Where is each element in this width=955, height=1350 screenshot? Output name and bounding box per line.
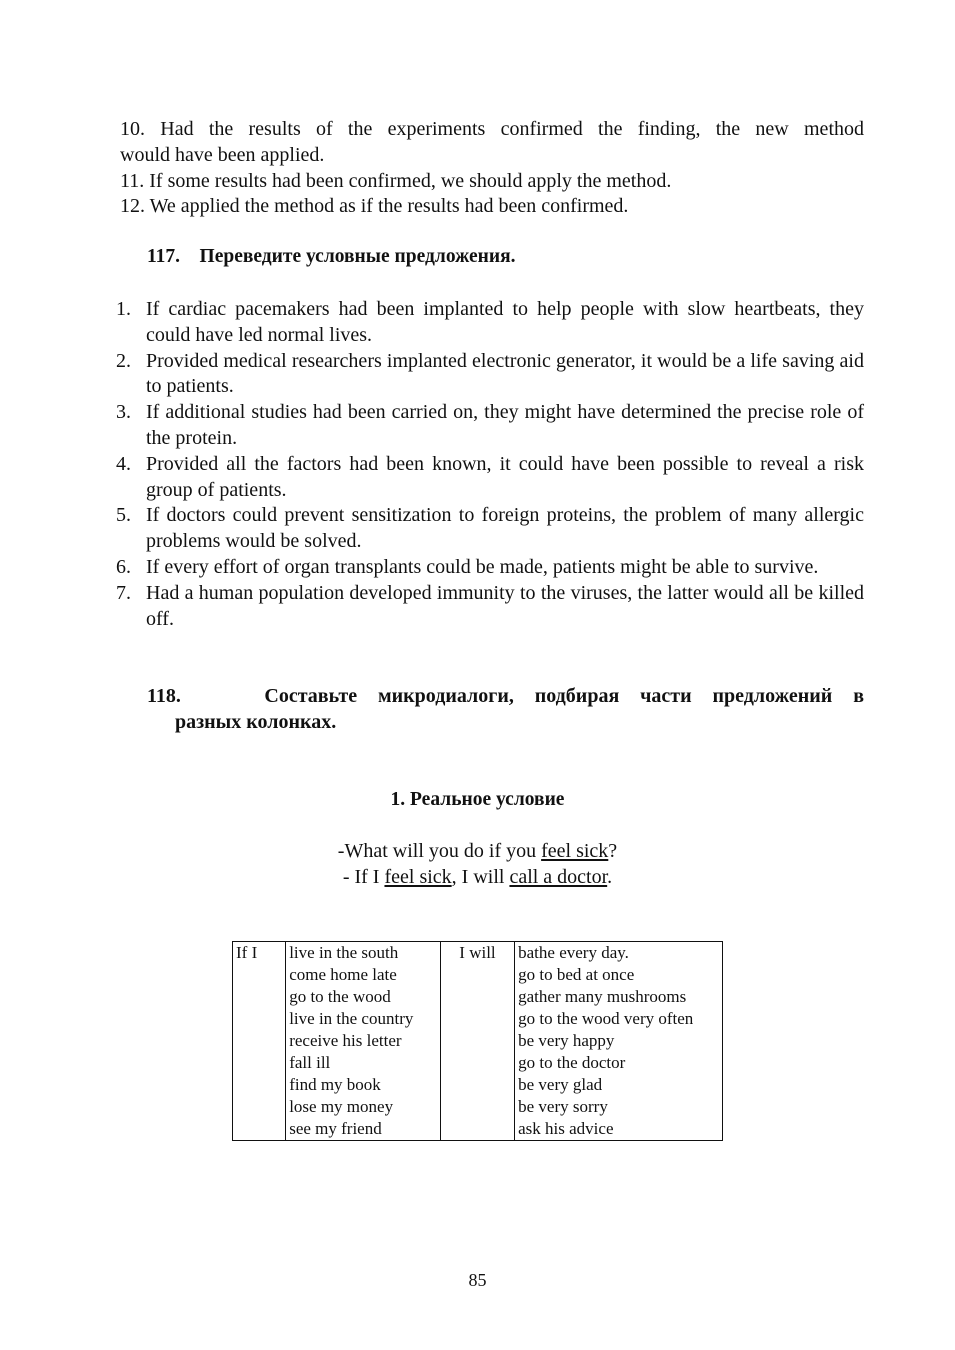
list-item: 6. If every effort of organ transplants could be made, patients might be able to survive.	[116, 555, 819, 578]
table-cell: lose my money	[289, 1097, 394, 1116]
column-if-i: If I	[233, 942, 286, 1141]
table-cell: receive his letter	[289, 1031, 402, 1050]
table-cell: go to the wood	[289, 987, 391, 1006]
subsection-title: 1. Реальное условие	[390, 789, 565, 810]
list-item: 4. Provided all the factors had been known, it could have been possible to reveal a risk group of patients.	[116, 452, 864, 501]
list-item: 1. If cardiac pacemakers had been implanted to help people with slow heartbeats, they could have led normal lives.	[116, 298, 864, 346]
column-conditions	[286, 942, 441, 1141]
table-cell: find my book	[289, 1075, 381, 1094]
list-item: 2. Provided medical researchers implanted electronic generator, it would be a life saving aid to patients.	[116, 349, 864, 398]
exercise-118-title-line1: 118. Составьте микродиалоги, подбирая части предложений в	[147, 685, 864, 707]
sentence-10-line2: would have been applied.	[120, 144, 325, 166]
dialog-question: -What will you do if you feel sick?	[337, 840, 618, 862]
phrase-table	[232, 941, 723, 1141]
table-cell: be very happy	[518, 1031, 615, 1050]
list-item: 3. If additional studies had been carried on, they might have determined the precise role of the protein.	[116, 401, 864, 449]
exercise-118-title-line2: разных колонках.	[175, 711, 337, 733]
table-cell: be very sorry	[518, 1097, 608, 1116]
column-i-will: I will	[440, 942, 514, 1141]
exercise-117-title: 117. Переведите условные предложения.	[147, 246, 516, 267]
table-cell: fall ill	[289, 1053, 331, 1072]
table-cell: go to bed at once	[518, 965, 635, 984]
sentence-12: 12. We applied the method as if the results had been confirmed.	[120, 195, 629, 217]
table-cell: ask his advice	[518, 1119, 614, 1138]
list-item: 5. If doctors could prevent sensitization to foreign proteins, the problem of many allergic problems would be solved.	[116, 504, 864, 553]
sentence-11: 11. If some results had been confirmed, we should apply the method.	[120, 170, 672, 192]
table-cell: gather many mushrooms	[518, 987, 687, 1006]
sentence-10-line1: 10. Had the results of the experiments confirmed the finding, the new method	[120, 118, 864, 140]
table-cell: live in the country	[289, 1009, 414, 1028]
page-number: 85	[468, 1270, 487, 1290]
table-cell: go to the wood very often	[518, 1009, 694, 1028]
table-cell: come home late	[289, 965, 397, 984]
table-cell: see my friend	[289, 1119, 382, 1138]
table-cell: live in the south	[289, 943, 399, 962]
dialog-answer: - If I feel sick, I will call a doctor.	[342, 866, 613, 888]
exercise-117-list	[116, 297, 864, 632]
column-results	[515, 942, 723, 1141]
table-cell: bathe every day.	[518, 943, 629, 962]
table-cell: go to the doctor	[518, 1053, 626, 1072]
list-item: 7. Had a human population developed immunity to the viruses, the latter would all be killed off.	[116, 581, 864, 630]
table-cell: be very glad	[518, 1075, 603, 1094]
